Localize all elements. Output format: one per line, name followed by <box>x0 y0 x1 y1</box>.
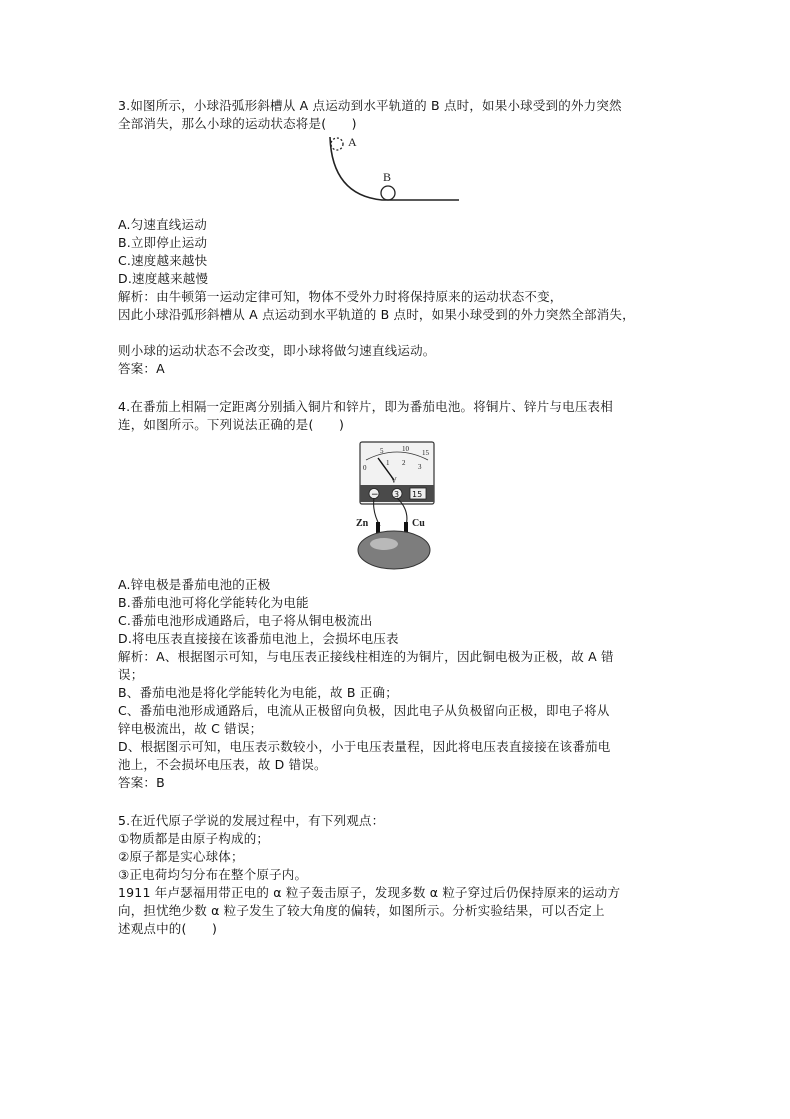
q4-answer: 答案：B <box>118 775 165 790</box>
q4-stem-line-2: 连，如图所示。下列说法正确的是( ) <box>118 417 345 432</box>
q3-analysis-line-2: 因此小球沿弧形斜槽从 A 点运动到水平轨道的 B 点时，如果小球受到的外力突然全部消失， <box>118 307 635 322</box>
q5-line-1: 5.在近代原子学说的发展过程中，有下列观点： <box>118 813 385 828</box>
q4-option-b: B.番茄电池可将化学能转化为电能 <box>118 595 309 610</box>
q5-line-3: ②原子都是实心球体； <box>118 849 244 864</box>
voltmeter-unit-label: V <box>391 476 397 485</box>
terminal-15-label: 15 <box>412 490 423 499</box>
q4-analysis-line-5: 锌电极流出，故 C 错误； <box>118 721 263 736</box>
terminal-3-label: 3 <box>394 490 400 499</box>
q4-tomato-battery-figure <box>352 440 442 572</box>
q5-line-4: ③正电荷均匀分布在整个原子内。 <box>118 867 308 882</box>
q4-analysis-line-1: 解析：A、根据图示可知，与电压表正接线柱相连的为铜片，因此铜电极为正极，故 A 错 <box>118 649 614 664</box>
q3-answer: 答案：A <box>118 361 165 376</box>
zn-label: Zn <box>356 518 369 529</box>
scale-bottom-1: 1 <box>386 459 390 467</box>
q4-analysis-line-3: B、番茄电池是将化学能转化为电能，故 B 正确； <box>118 685 398 700</box>
q5-line-5: 1911 年卢瑟福用带正电的 α 粒子轰击原子，发现多数 α 粒子穿过后仍保持原来的运动方 <box>118 885 621 900</box>
tomato-icon <box>358 531 430 569</box>
q4-stem-line-1: 4.在番茄上相隔一定距离分别插入铜片和锌片，即为番茄电池。将铜片、锌片与电压表相 <box>118 399 613 414</box>
q3-analysis-line-1: 解析：由牛顿第一运动定律可知，物体不受外力时将保持原来的运动状态不变， <box>118 289 563 304</box>
q4-option-c: C.番茄电池形成通路后，电子将从铜电极流出 <box>118 613 373 628</box>
cu-label: Cu <box>412 518 425 529</box>
q4-analysis-line-2: 误； <box>118 667 144 682</box>
q5-line-7: 述观点中的( ) <box>118 921 218 936</box>
ball-b-icon <box>381 186 395 200</box>
q3-option-c: C.速度越来越快 <box>118 253 208 268</box>
q4-option-d: D.将电压表直接接在该番茄电池上，会损坏电压表 <box>118 631 399 646</box>
q3-stem-line-1: 3.如图所示，小球沿弧形斜槽从 A 点运动到水平轨道的 B 点时，如果小球受到的外力突然 <box>118 98 622 113</box>
q5-line-6: 向，担忧绝少数 α 粒子发生了较大角度的偏转，如图所示。分析实验结果，可以否定上 <box>118 903 605 918</box>
q3-ramp-figure <box>320 133 470 205</box>
scale-bottom-0: 0 <box>363 464 367 472</box>
q3-option-a: A.匀速直线运动 <box>118 217 207 232</box>
terminal-negative-label: − <box>371 490 379 500</box>
label-a: A <box>348 135 357 149</box>
scale-bottom-2: 2 <box>402 459 406 467</box>
q4-analysis-line-6: D、根据图示可知，电压表示数较小，小于电压表量程，因此将电压表直接接在该番茄电 <box>118 739 611 754</box>
q4-analysis-line-4: C、番茄电池形成通路后，电流从正极留向负极，因此电子从负极留向正极，即电子将从 <box>118 703 610 718</box>
scale-top-15: 15 <box>422 449 429 457</box>
q5-line-2: ①物质都是由原子构成的； <box>118 831 270 846</box>
q3-stem-line-2: 全部消失，那么小球的运动状态将是( ) <box>118 116 357 131</box>
q4-option-a: A.锌电极是番茄电池的正极 <box>118 577 271 592</box>
scale-bottom-3: 3 <box>418 463 422 471</box>
label-b: B <box>383 170 392 184</box>
q4-analysis-line-7: 池上，不会损坏电压表，故 D 错误。 <box>118 757 327 772</box>
ball-a-icon <box>331 138 343 150</box>
scale-top-10: 10 <box>402 445 409 453</box>
q3-option-d: D.速度越来越慢 <box>118 271 209 286</box>
q3-option-b: B.立即停止运动 <box>118 235 208 250</box>
tomato-highlight <box>370 538 398 550</box>
q3-analysis-line-3: 则小球的运动状态不会改变，即小球将做匀速直线运动。 <box>118 343 436 358</box>
scale-top-5: 5 <box>380 447 384 455</box>
